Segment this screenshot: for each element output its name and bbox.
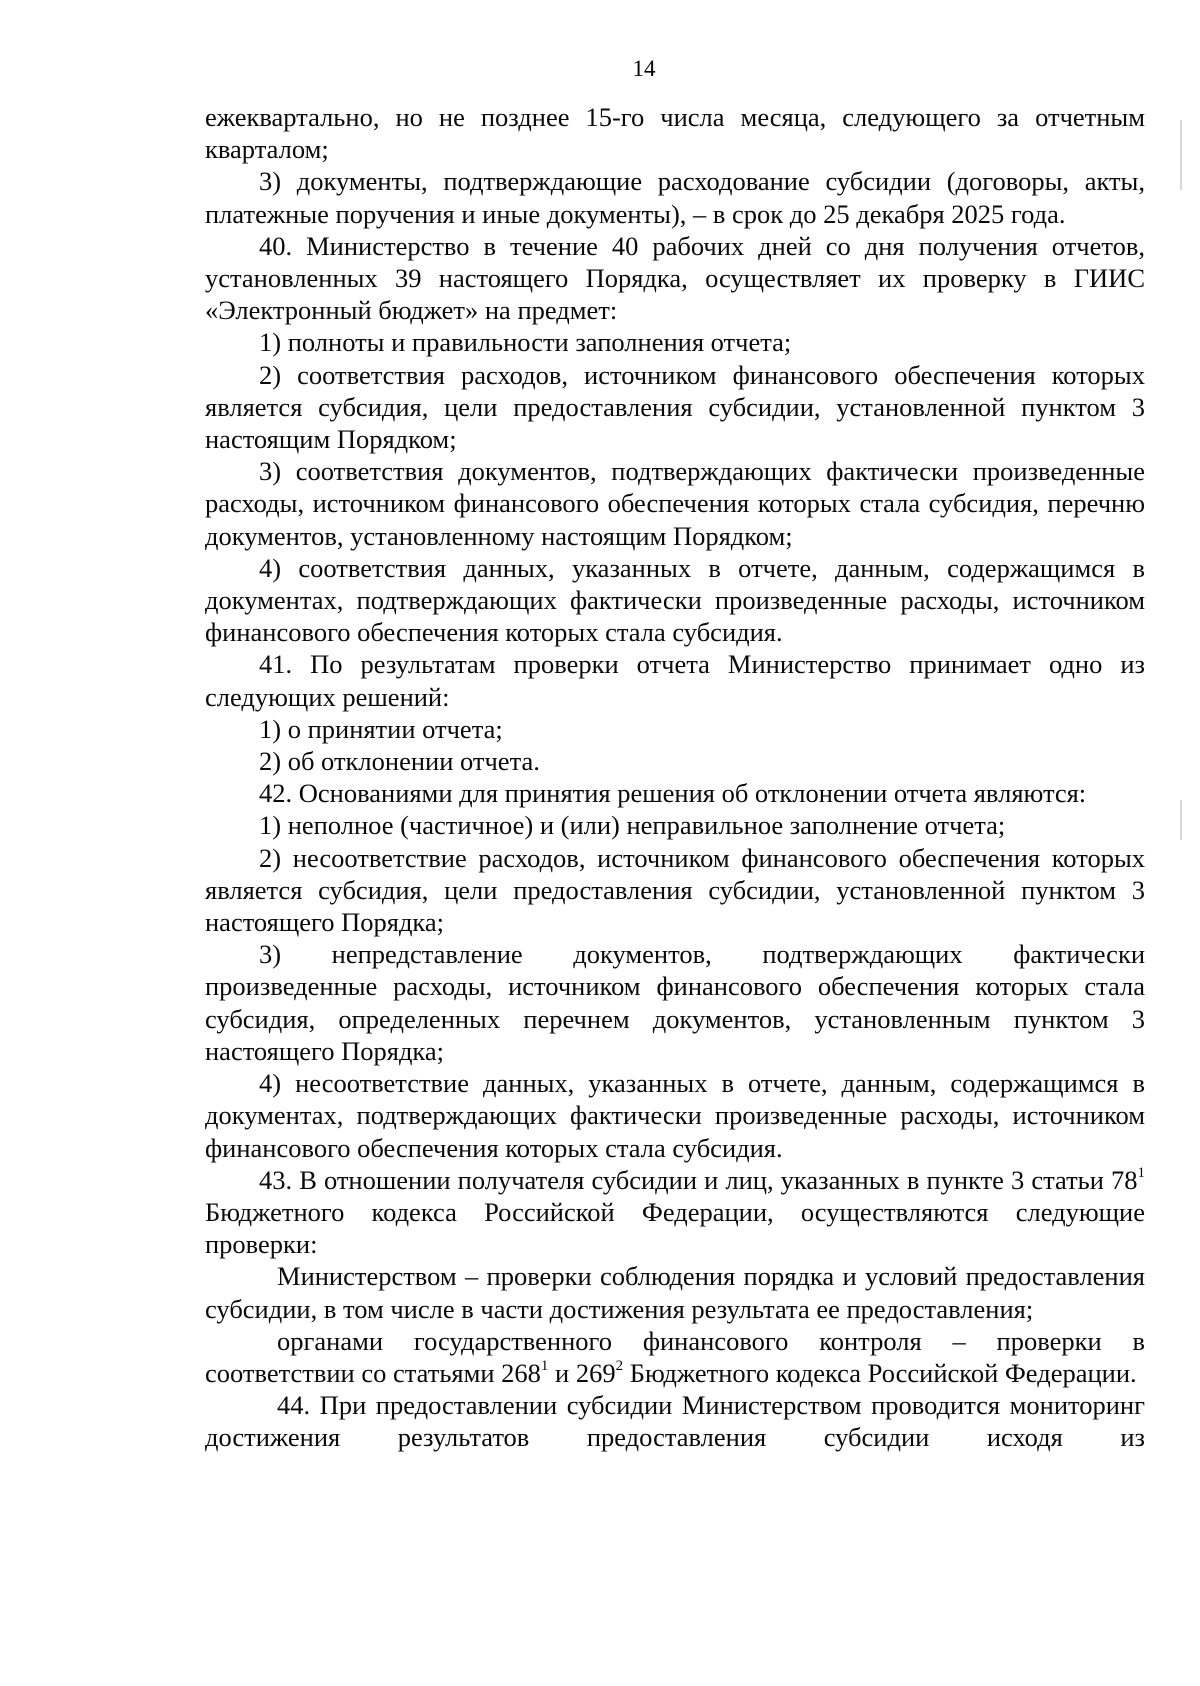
paragraph-42-item-2: 2) несоответствие расходов, источником финансового обеспечения которых является субсидия, цели предоставления субсидии, установленной пунктом 3 настоящего Порядка; <box>205 842 1145 938</box>
superscript: 1 <box>540 1358 549 1375</box>
scan-margin-mark <box>1180 800 1182 840</box>
paragraph-43-ministry-checks: Министерством – проверки соблюдения порядка и условий предоставления субсидии, в том числе в части достижения результата ее предоставления; <box>205 1261 1145 1324</box>
paragraph-40-item-1: 1) полноты и правильности заполнения отчета; <box>259 327 792 358</box>
paragraph-40-item-3: 3) соответствия документов, подтверждающих фактически произведенные расходы, источником финансового обеспечения которых стала субсидия, перечню документов, установленному настоящим Порядком; <box>205 456 1145 551</box>
superscript: 2 <box>615 1358 624 1375</box>
paragraph-42: 42. Основаниями для принятия решения об отклонении отчета являются: <box>259 778 1087 809</box>
paragraph-43-text-end: Бюджетного кодекса Российской Федерации, осуществляются следующие проверки: <box>205 1196 1145 1260</box>
paragraph-40: 40. Министерство в течение 40 рабочих дней со дня получения отчетов, установленных 39 настоящего Порядка, осуществляет их проверку в ГИИС «Электронный бюджет» на предмет: <box>205 230 1145 326</box>
document-body <box>205 101 1145 1454</box>
paragraph-41-item-2: 2) об отклонении отчета. <box>259 746 540 777</box>
paragraph-40-item-2: 2) соответствия расходов, источником финансового обеспечения которых является субсидия, цели предоставления субсидии, установленной пунктом 3 настоящим Порядком; <box>205 359 1145 455</box>
superscript: 1 <box>1137 1164 1145 1181</box>
scan-margin-mark <box>1180 120 1182 190</box>
paragraph-43-control-bodies <box>205 1325 1145 1389</box>
paragraph-40-item-4: 4) соответствия данных, указанных в отчете, данным, содержащимся в документах, подтверждающих фактически произведенные расходы, источником финансового обеспечения которых стала субсидия. <box>205 552 1145 648</box>
page-number: 14 <box>632 56 656 81</box>
paragraph-39-item-3: 3) документы, подтверждающие расходование субсидии (договоры, акты, платежные поручения и иные документы), – в срок до 25 декабря 2025 года. <box>205 166 1145 229</box>
paragraph-42-item-4: 4) несоответствие данных, указанных в отчете, данным, содержащимся в документах, подтверждающих фактически произведенные расходы, источником финансового обеспечения которых стала субсидия. <box>205 1068 1145 1163</box>
paragraph-41: 41. По результатам проверки отчета Министерство принимает одно из следующих решений: <box>205 649 1145 712</box>
control-bodies-text-start: органами государственного финансового контроля – проверки в соответствии со статьями 268 <box>205 1325 1145 1388</box>
paragraph-44: 44. При предоставлении субсидии Министерством проводится мониторинг достижения результатов предоставления субсидии исходя из <box>205 1390 1145 1453</box>
paragraph-42-item-3: 3) непредставление документов, подтверждающих фактически произведенные расходы, источником финансового обеспечения которых стала субсидия, определенных перечнем документов, установленным пунктом 3 настоящего Порядка; <box>205 939 1145 1066</box>
paragraph-continuation: ежеквартально, но не позднее 15-го числа месяца, следующего за отчетным кварталом; <box>205 102 1145 165</box>
paragraph-41-item-1: 1) о принятии отчета; <box>259 713 503 744</box>
paragraph-42-item-1: 1) неполное (частичное) и (или) неправильное заполнение отчета; <box>259 810 1006 841</box>
paragraph-43-text-start: 43. В отношении получателя субсидии и лиц, указанных в пункте 3 статьи 78 <box>259 1164 1138 1195</box>
control-bodies-text-end: Бюджетного кодекса Российской Федерации. <box>623 1357 1137 1388</box>
control-bodies-text-mid: и 269 <box>548 1357 616 1388</box>
paragraph-43 <box>205 1164 1145 1261</box>
